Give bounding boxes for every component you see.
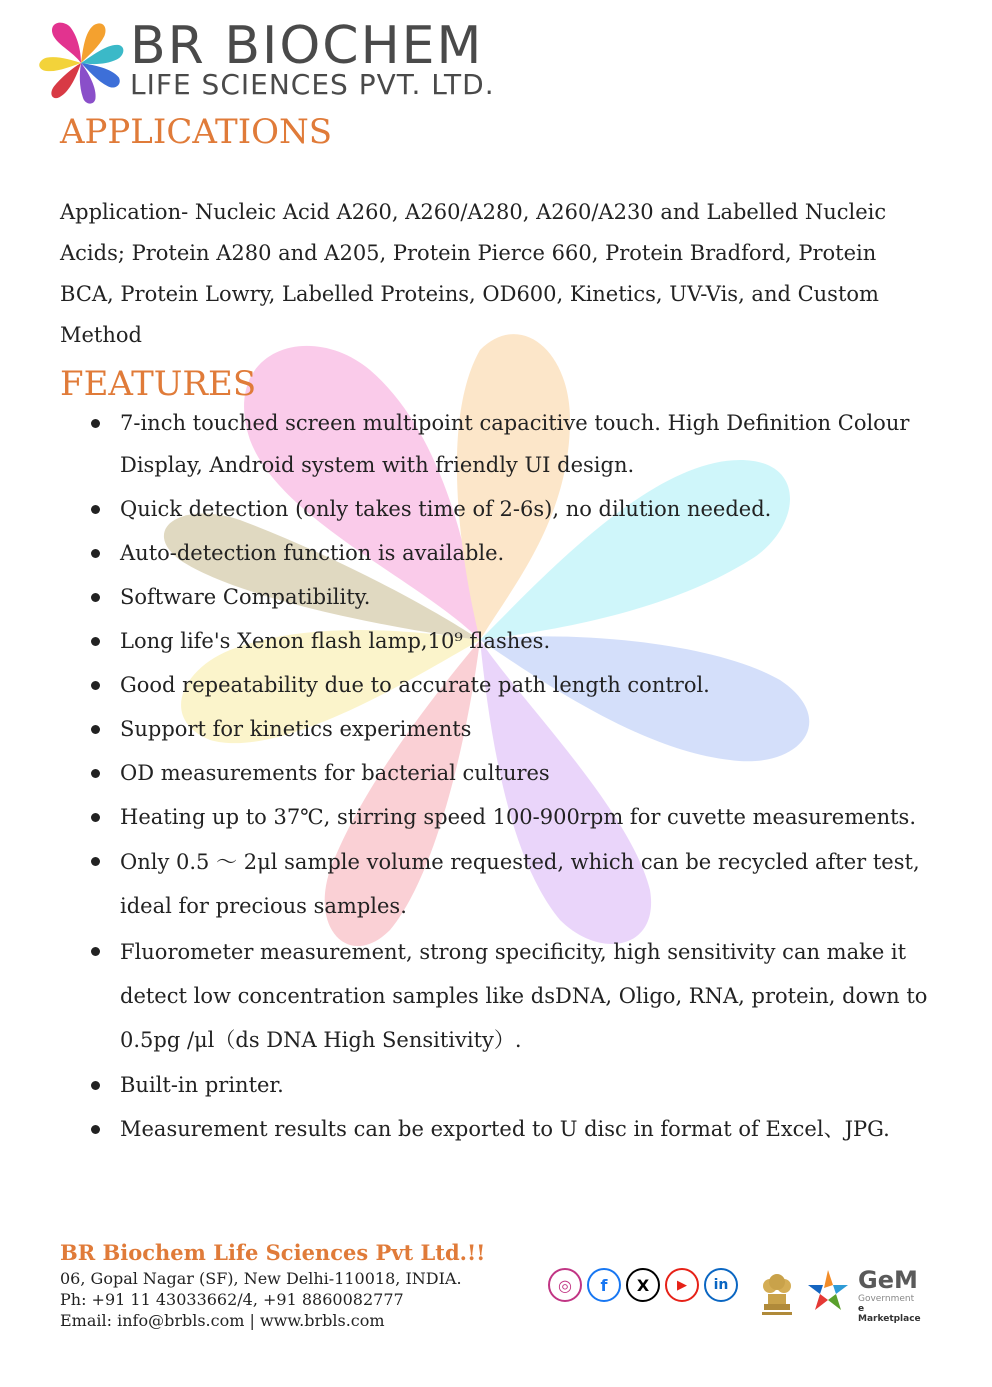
instagram-icon[interactable]: ◎ bbox=[548, 1268, 582, 1302]
x-icon[interactable]: X bbox=[626, 1268, 660, 1302]
social-links bbox=[548, 1268, 738, 1302]
features-list bbox=[60, 402, 932, 1152]
brand bbox=[130, 18, 495, 100]
applications-title: APPLICATIONS bbox=[60, 112, 333, 152]
gem-line2: e Marketplace bbox=[858, 1304, 921, 1324]
features-title: FEATURES bbox=[60, 364, 257, 404]
footer-company: BR Biochem Life Sciences Pvt Ltd.!! bbox=[60, 1240, 486, 1265]
feature-item: Software Compatibility. bbox=[60, 576, 932, 618]
feature-item: Fluorometer measurement, strong specificity, high sensitivity can make it detect low concentration samples like dsDNA, Oligo, RNA, protein, down to 0.5pg /μl（ds DNA High Sensitivity）. bbox=[60, 930, 932, 1062]
logo-flower-icon bbox=[36, 18, 126, 108]
youtube-icon[interactable]: ▶ bbox=[665, 1268, 699, 1302]
feature-item: Heating up to 37℃, stirring speed 100-900rpm for cuvette measurements. bbox=[60, 796, 932, 838]
footer-phone: Ph: +91 11 43033662/4, +91 8860082777 bbox=[60, 1290, 404, 1309]
gem-text bbox=[858, 1266, 926, 1324]
feature-item: Measurement results can be exported to U disc in format of Excel、JPG. bbox=[60, 1108, 932, 1150]
gem-logo[interactable] bbox=[806, 1266, 926, 1324]
feature-item: Only 0.5 ～ 2μl sample volume requested, which can be recycled after test, ideal for precious samples. bbox=[60, 840, 932, 928]
feature-item: Built-in printer. bbox=[60, 1064, 932, 1106]
applications-text: Application- Nucleic Acid A260, A260/A280, A260/A230 and Labelled Nucleic Acids; Protein A280 and A205, Protein Pierce 660, Protein Bradford, Protein BCA, Protein Lowry, Labelled Proteins, OD600, Kinetics, UV-Vis, and Custom Method bbox=[60, 200, 887, 347]
gem-name: GeM bbox=[858, 1266, 918, 1294]
feature-item: Long life's Xenon flash lamp,10⁹ flashes. bbox=[60, 620, 932, 662]
linkedin-icon[interactable]: in bbox=[704, 1268, 738, 1302]
gem-star-icon bbox=[806, 1266, 850, 1316]
brand-name: BR BIOCHEM bbox=[130, 16, 484, 76]
national-emblem-icon bbox=[756, 1264, 798, 1316]
feature-item: OD measurements for bacterial cultures bbox=[60, 752, 932, 794]
footer-contact[interactable]: Email: info@brbls.com | www.brbls.com bbox=[60, 1311, 385, 1330]
brand-subtitle: LIFE SCIENCES PVT. LTD. bbox=[130, 68, 495, 101]
facebook-icon[interactable]: f bbox=[587, 1268, 621, 1302]
footer-address: 06, Gopal Nagar (SF), New Delhi-110018, INDIA. bbox=[60, 1269, 462, 1288]
feature-item: Support for kinetics experiments bbox=[60, 708, 932, 750]
feature-item: Quick detection (only takes time of 2-6s), no dilution needed. bbox=[60, 488, 932, 530]
feature-item: Good repeatability due to accurate path length control. bbox=[60, 664, 932, 706]
feature-item: 7-inch touched screen multipoint capacitive touch. High Definition Colour Display, Android system with friendly UI design. bbox=[60, 402, 932, 486]
footer bbox=[60, 1238, 485, 1331]
feature-item: Auto-detection function is available. bbox=[60, 532, 932, 574]
gem-line1: Government bbox=[858, 1294, 915, 1304]
